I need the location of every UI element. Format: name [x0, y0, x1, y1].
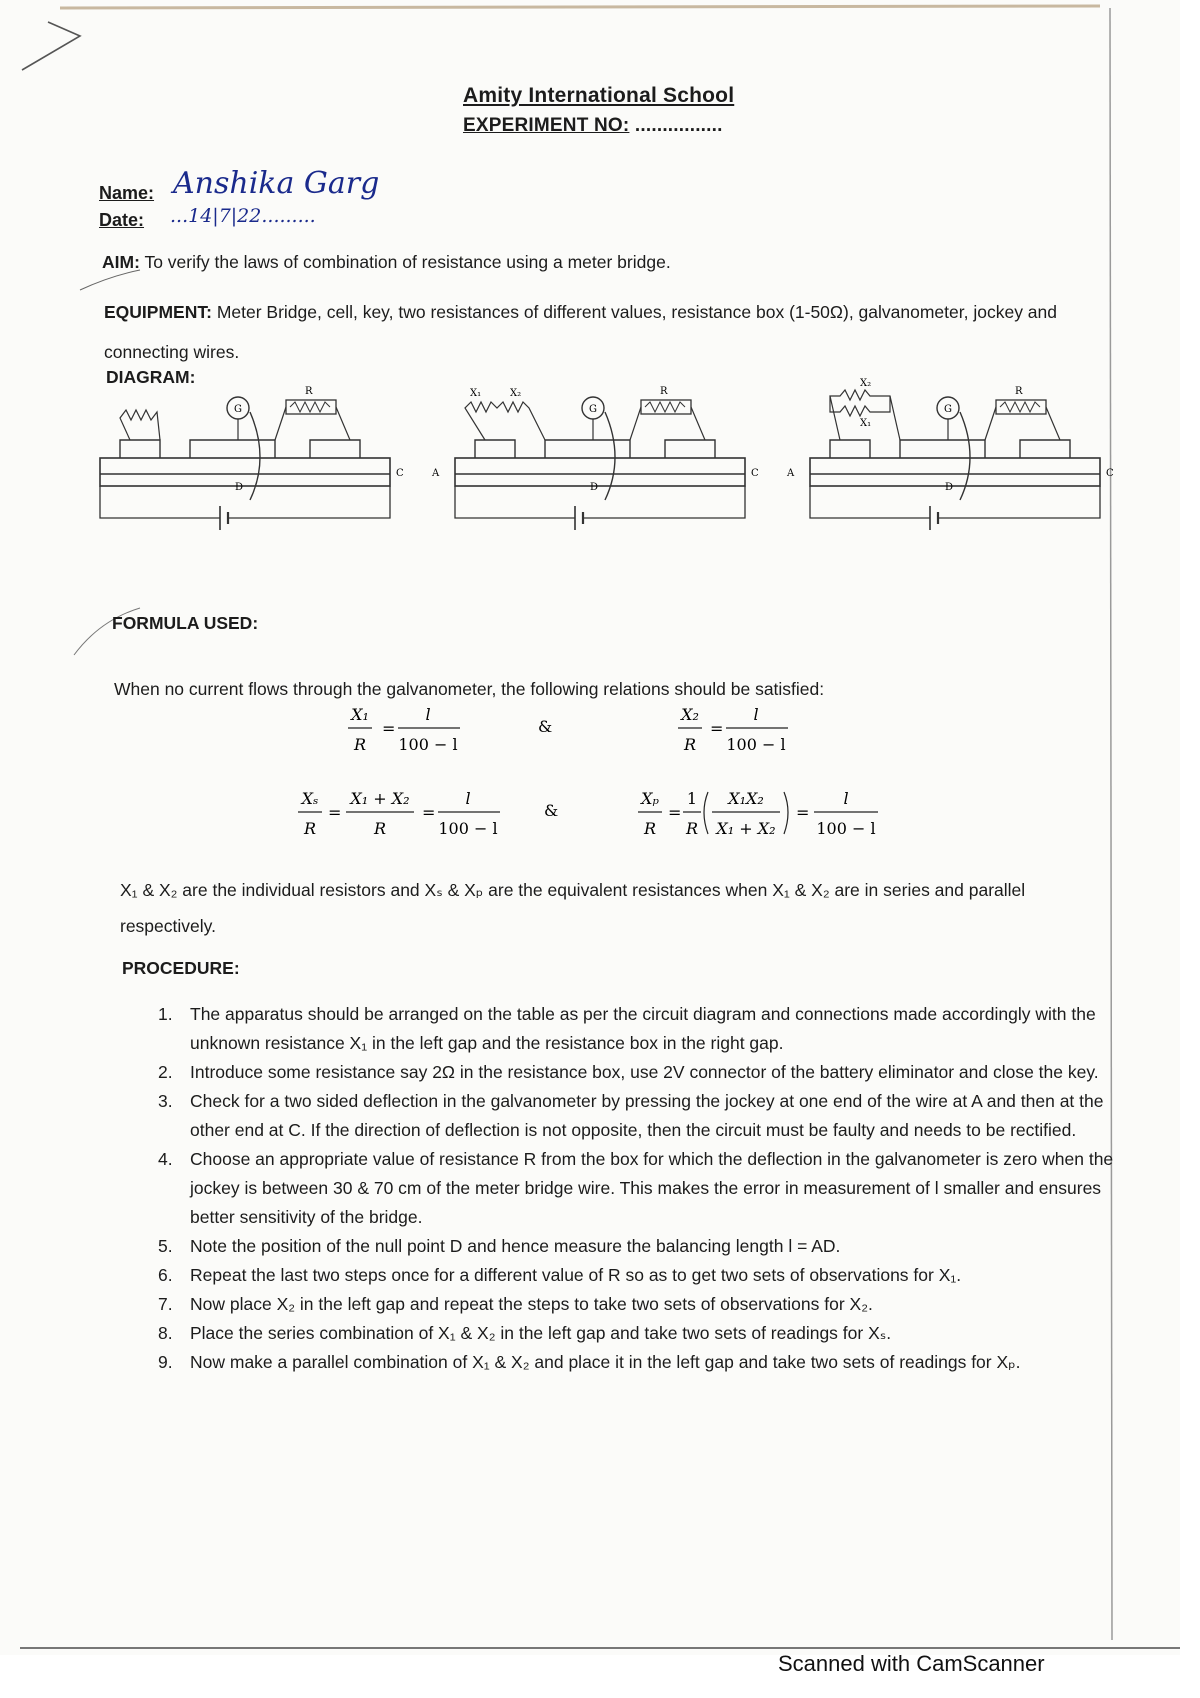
date-handwritten: ...14|7|22......... — [170, 205, 316, 227]
procedure-step: 1. The apparatus should be arranged on the table as per the circuit diagram and connections made accordingly with the unknown resistance X₁ in the left gap and the resistance box in the right gap. — [158, 1004, 1096, 1053]
experiment-label: EXPERIMENT NO: — [463, 115, 630, 136]
galvanometer-label-2: G — [589, 404, 597, 415]
procedure-step: 6. Repeat the last two steps once for a different value of R so as to get two sets of observations for X₁. — [158, 1265, 962, 1285]
procedure-step: 5. Note the position of the null point D and hence measure the balancing length l = AD. — [158, 1236, 841, 1256]
experiment-number — [463, 115, 723, 137]
eq3-right-numerator: l — [465, 789, 471, 808]
x2-label-3: X₂ — [860, 378, 872, 389]
procedure-list — [150, 1000, 1130, 1377]
end-c-label-3: C — [1106, 468, 1114, 479]
eq4-right-denominator: 100 − l — [816, 819, 876, 838]
name-label: Name: — [99, 183, 155, 203]
eq1-numerator: X₁ — [351, 705, 369, 724]
formula-label: FORMULA USED: — [112, 613, 259, 633]
equipment-paragraph — [104, 292, 1104, 372]
resistor-label-1: R — [305, 386, 313, 397]
eq2-denominator: R — [683, 735, 697, 754]
eq3-denominator: R — [303, 819, 317, 838]
eq4-denominator: R — [643, 819, 657, 838]
eq2-right-numerator: l — [753, 705, 759, 724]
x1-label-2: X₁ — [470, 388, 482, 399]
eq3-right-denominator: 100 − l — [438, 819, 498, 838]
svg-text:=: = — [328, 803, 342, 822]
svg-text:=: = — [382, 719, 396, 738]
procedure-step: 3. Check for a two sided deflection in the galvanometer by pressing the jockey at one end of the wire at A and then at the other end at C. If the direction of deflection is not opposite, then the circuit must be faulty and needs to be rectified. — [158, 1091, 1104, 1140]
eq1-denominator: R — [353, 735, 367, 754]
eq4-right-numerator: l — [843, 789, 849, 808]
date-label: Date: — [99, 210, 145, 230]
eq2-numerator: X₂ — [681, 705, 699, 724]
diagram-label: DIAGRAM: — [106, 367, 196, 387]
null-point-label-1: D — [235, 482, 244, 493]
eq1-right-denominator: 100 − l — [398, 735, 458, 754]
galvanometer-label-1: G — [234, 404, 242, 415]
formula-intro: When no current flows through the galvanometer, the following relations should be satisfied: — [114, 679, 825, 699]
svg-text:=: = — [710, 719, 724, 738]
eq3-mid-numerator: X₁ + X₂ — [350, 789, 410, 808]
eq4-p-denominator: R — [685, 819, 699, 838]
circuit-parallel-resistors — [810, 390, 1100, 530]
x2-label-2: X₂ — [510, 388, 522, 399]
eq3-mid-denominator: R — [373, 819, 387, 838]
aim-text: To verify the laws of combination of resistance using a meter bridge. — [144, 252, 671, 272]
equipment-label: EQUIPMENT: — [104, 302, 212, 322]
circuit-single-resistor — [100, 397, 390, 530]
null-point-label-2: D — [590, 482, 599, 493]
procedure-step: 4. Choose an appropriate value of resistance R from the box for which the deflection in the galvanometer is zero when the jockey is between 30 & 70 cm of the meter bridge wire. This makes the error in measurement of l smaller and ensures better sensitivity of the bridge. — [158, 1149, 1114, 1227]
eq4-inner-numerator: X₁X₂ — [728, 789, 764, 808]
procedure-step: 7. Now place X₂ in the left gap and repeat the steps to take two sets of observations for X₂. — [158, 1294, 873, 1314]
amp-2: & — [544, 801, 559, 820]
galvanometer-label-3: G — [944, 404, 952, 415]
amp-1: & — [538, 717, 553, 736]
name-handwritten: Anshika Garg — [173, 166, 380, 201]
eq4-numerator: Xₚ — [641, 789, 659, 808]
end-c-label-2: C — [751, 468, 759, 479]
null-point-label-3: D — [945, 482, 954, 493]
formula-equations — [280, 700, 920, 850]
svg-text:=: = — [422, 803, 436, 822]
circuit-series-resistors — [455, 397, 745, 530]
aim-line — [102, 250, 671, 274]
experiment-value: ................ — [634, 115, 723, 136]
end-c-label-1: C — [396, 468, 404, 479]
procedure-label: PROCEDURE: — [122, 958, 240, 978]
eq2-right-denominator: 100 − l — [726, 735, 786, 754]
eq1-right-numerator: l — [425, 705, 431, 724]
procedure-step: 8. Place the series combination of X₁ & X₂ in the left gap and take two sets of readings for Xₛ. — [158, 1323, 892, 1343]
resistor-label-2: R — [660, 386, 668, 397]
resistor-label-3: R — [1015, 386, 1023, 397]
circuit-diagrams — [90, 378, 1160, 568]
equipment-text: Meter Bridge, cell, key, two resistances of different values, resistance box (1-50Ω), galvanometer, jockey and connecting wires. — [104, 302, 1058, 362]
end-a-label-3: A — [787, 468, 795, 479]
formula-note: X₁ & X₂ are the individual resistors and Xₛ & Xₚ are the equivalent resistances when X₁ & X₂ are in series and parallel respectively. — [120, 880, 1026, 936]
eq3-numerator: Xₛ — [301, 789, 319, 808]
x1-label-3: X₁ — [860, 418, 872, 429]
camscanner-watermark: Scanned with CamScanner — [778, 1651, 1045, 1676]
aim-label: AIM: — [102, 252, 140, 272]
procedure-step: 2. Introduce some resistance say 2Ω in the resistance box, use 2V connector of the battery eliminator and close the key. — [158, 1062, 1099, 1082]
end-a-label-2: A — [432, 468, 440, 479]
procedure-step: 9. Now make a parallel combination of X₁ & X₂ and place it in the left gap and take two sets of readings for Xₚ. — [158, 1352, 1021, 1372]
eq4-inner-denominator: X₁ + X₂ — [716, 819, 776, 838]
school-title: Amity International School — [463, 84, 735, 107]
svg-text:=: = — [796, 803, 810, 822]
eq4-one: 1 — [686, 789, 698, 808]
svg-text:=: = — [668, 803, 682, 822]
